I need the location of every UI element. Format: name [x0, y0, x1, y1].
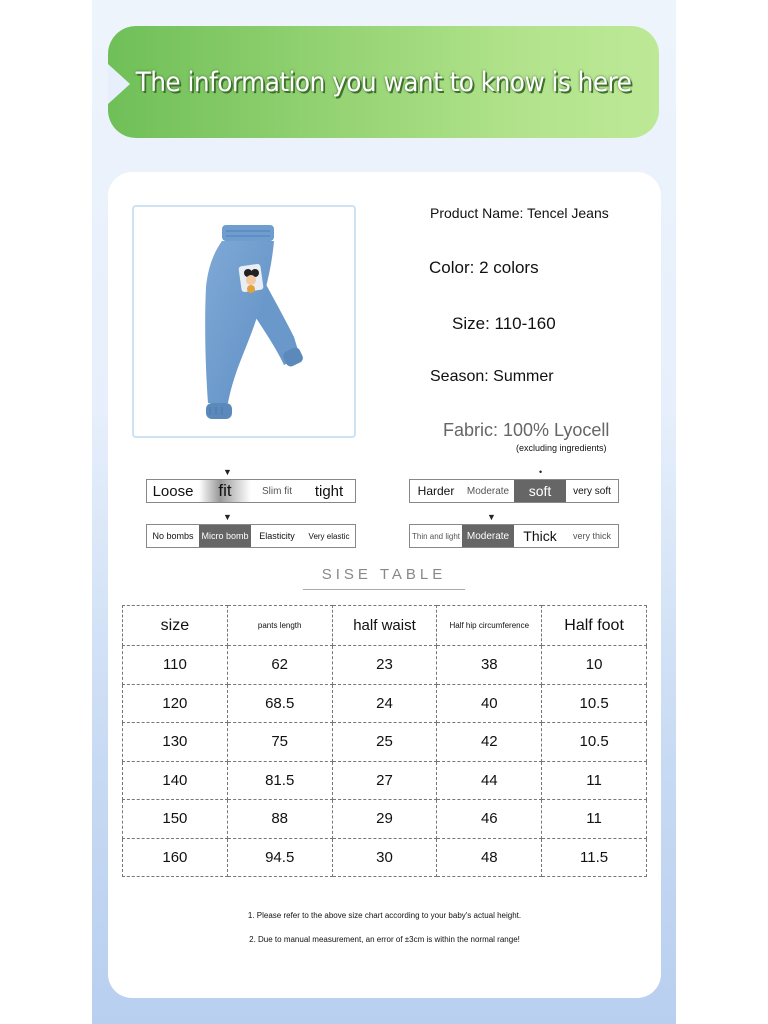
product-size: Size: 110-160	[452, 314, 556, 333]
size-note-1: 1. Please refer to the above size chart according to your baby's actual height.	[247, 911, 522, 920]
table-cell: 40	[437, 684, 542, 723]
elasticity-scale	[146, 524, 356, 548]
table-cell: 110	[123, 646, 228, 685]
table-header-row	[123, 606, 647, 646]
fit-option-fit: fit	[199, 480, 251, 502]
thickness-scale	[409, 524, 619, 548]
table-cell: 94.5	[227, 838, 332, 877]
thickness-option-moderate: Moderate	[462, 525, 514, 547]
table-row	[123, 800, 647, 839]
table-cell: 42	[437, 723, 542, 762]
product-color: Color: 2 colors	[429, 258, 539, 277]
table-cell: 30	[332, 838, 437, 877]
elasticity-option-micro-bomb: Micro bomb	[199, 525, 251, 547]
table-cell: 10	[542, 646, 647, 685]
table-cell: 130	[123, 723, 228, 762]
table-cell: 10.5	[542, 684, 647, 723]
softness-option-moderate: Moderate	[466, 485, 510, 497]
table-cell: 11.5	[542, 838, 647, 877]
table-row	[123, 838, 647, 877]
banner-title: The information you want to know is here	[135, 66, 632, 98]
table-cell: 38	[437, 646, 542, 685]
elasticity-option-no-bombs: No bombs	[152, 531, 194, 541]
table-cell: 120	[123, 684, 228, 723]
table-cell: 48	[437, 838, 542, 877]
table-cell: 27	[332, 761, 437, 800]
table-cell: 62	[227, 646, 332, 685]
header-half-waist: half waist	[332, 606, 437, 646]
thickness-marker-icon: ▼	[487, 512, 496, 522]
table-cell: 160	[123, 838, 228, 877]
table-cell: 24	[332, 684, 437, 723]
table-cell: 140	[123, 761, 228, 800]
size-table-title: SISE TABLE	[303, 566, 465, 590]
product-fabric-note: (excluding ingredients)	[516, 443, 607, 453]
softness-scale	[409, 479, 619, 503]
softness-marker-icon: •	[539, 467, 543, 477]
fit-scale	[146, 479, 356, 503]
table-cell: 44	[437, 761, 542, 800]
elasticity-option-elasticity: Elasticity	[259, 531, 295, 541]
table-cell: 81.5	[227, 761, 332, 800]
thickness-option-thick: Thick	[523, 528, 557, 544]
softness-option-soft: soft	[514, 480, 566, 502]
table-row	[123, 761, 647, 800]
table-cell: 23	[332, 646, 437, 685]
softness-option-harder: Harder	[417, 484, 455, 498]
header-size: size	[123, 606, 228, 646]
fit-option-tight: tight	[314, 482, 344, 500]
size-table	[122, 605, 647, 877]
table-cell: 150	[123, 800, 228, 839]
elasticity-marker-icon: ▼	[223, 512, 232, 522]
table-cell: 75	[227, 723, 332, 762]
softness-option-very-soft: very soft	[573, 485, 611, 497]
product-fabric: Fabric: 100% Lyocell	[443, 420, 610, 440]
table-row	[123, 723, 647, 762]
thickness-option-very-thick: very thick	[572, 531, 611, 541]
product-season: Season: Summer	[430, 368, 554, 385]
header-half-foot: Half foot	[542, 606, 647, 646]
fit-option-slim: Slim fit	[262, 485, 292, 497]
table-cell: 29	[332, 800, 437, 839]
jeans-illustration	[134, 207, 354, 436]
banner-notch	[108, 64, 130, 104]
table-cell: 46	[437, 800, 542, 839]
header-pants-length: pants length	[227, 606, 332, 646]
table-cell: 11	[542, 761, 647, 800]
fit-option-loose: Loose	[152, 482, 194, 500]
fit-marker-icon: ▼	[223, 467, 232, 477]
product-photo	[132, 205, 356, 438]
table-row	[123, 646, 647, 685]
product-name: Product Name: Tencel Jeans	[430, 205, 609, 221]
table-cell: 88	[227, 800, 332, 839]
thickness-option-thin: Thin and light	[411, 531, 461, 541]
size-note-2: 2. Due to manual measurement, an error of ±3cm is within the normal range!	[249, 935, 520, 944]
table-row	[123, 684, 647, 723]
table-cell: 68.5	[227, 684, 332, 723]
header-half-hip: Half hip circumference	[437, 606, 542, 646]
table-cell: 11	[542, 800, 647, 839]
table-cell: 10.5	[542, 723, 647, 762]
elasticity-option-very-elastic: Very elastic	[308, 531, 350, 541]
table-cell: 25	[332, 723, 437, 762]
